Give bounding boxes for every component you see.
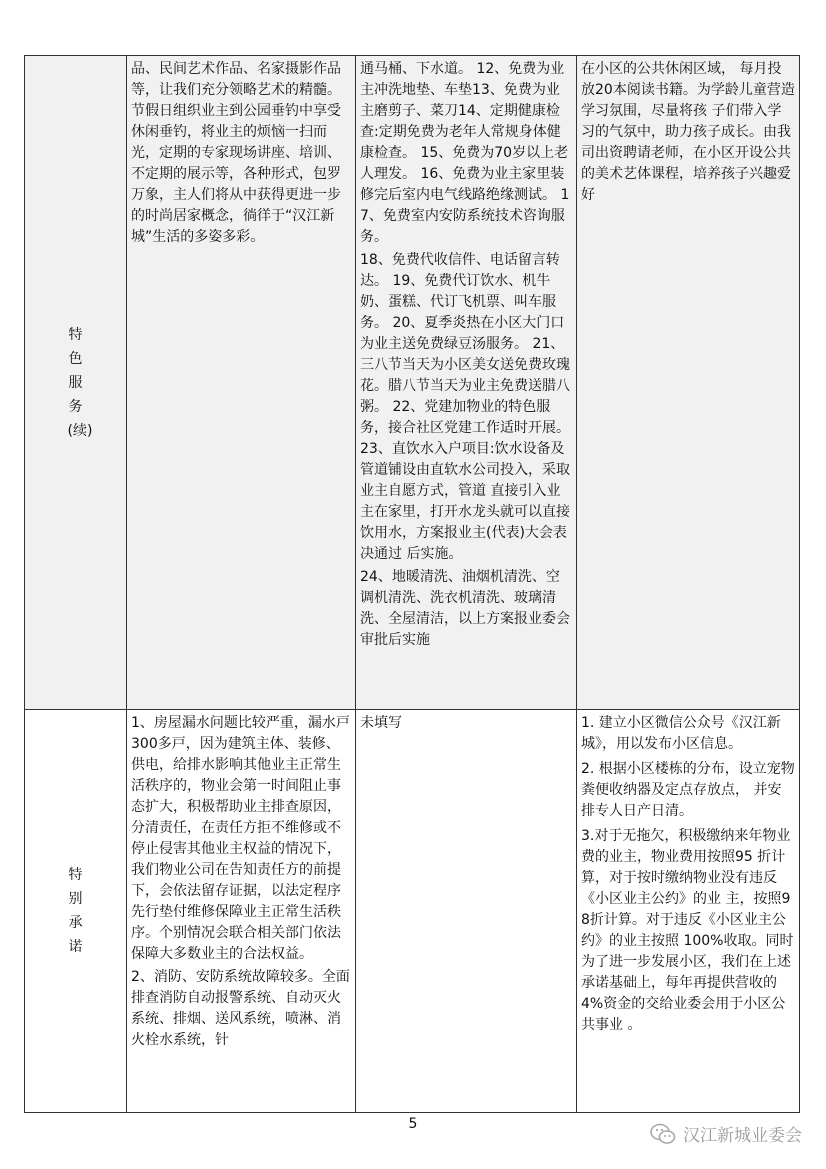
commitment-list: [581, 713, 795, 1036]
list-item: 1. 建立小区微信公众号《汉江新城》，用以发布小区信息。: [581, 715, 781, 752]
plan-cell: [127, 56, 356, 710]
plan-cell: [356, 56, 577, 710]
cell-text: 未填写: [360, 715, 402, 731]
cell-text: 在小区的公共休闲区域， 每月投放20本阅读书籍。为学龄儿童营造学习氛围，尽量将孩 子们带入学习的气氛中，助力孩子成长。由我司出资聘请老师，在小区开设公共的美术艺体课程，培养孩子兴趣爱好: [581, 61, 795, 203]
watermark-text: 汉江新城业委会: [683, 1126, 802, 1146]
row-label-cell: [25, 710, 127, 1113]
plan-cell: [127, 710, 356, 1113]
list-item: 2. 根据小区楼栋的分布，设立宠物粪便收纳器及定点存放点， 并安排专人日产日清。: [581, 761, 795, 819]
plan-cell: [356, 710, 577, 1113]
cell-text: 18、免费代收信件、电话留言转达。 19、免费代订饮水、机牛奶、蛋糕、代订飞机票、叫车服务。 20、夏季炎热在小区大门口为业主送免费绿豆汤服务。 21、三八节当天为小区美女送免费玫瑰花。腊八节当天为业主免费送腊八粥。 22、党建加物业的特色服务，接合社区党建工作适时开展。 23、直饮水入户项目:饮水设备及管道铺设由直软水公司投入，采取业主自愿方式，管道 直接引入业主在家里，打开水龙头就可以直接饮用水，方案报业主(代表)大会表决通过 后实施。: [360, 252, 570, 562]
plan-cell: [577, 56, 800, 710]
cell-text: 品、民间艺术作品、名家摄影作品等，让我们充分领略艺术的精髓。节假日组织业主到公园垂钓中享受休闲垂钓，将业主的烦恼一扫而光，定期的专家现场讲座、培训、不定期的展示等，各种形式，包罗万象，主人们将从中获得更进一步的时尚居家概念，徜徉于“汉江新城”生活的多姿多彩。: [131, 61, 341, 245]
list-item: 3.对于无拖欠，积极缴纳来年物业费的业主，物业费用按照95 折计算，对于按时缴纳物业没有违反《小区业主公约》的业 主，按照98折计算。对于违反《小区业主公约》的业主按照 100%收取。同时为了进一步发展小区，我们在上述承诺基础上，每年再提供营收的4%资金的交给业委会用于小区公共事业 。: [581, 828, 794, 1033]
cell-text: 1、房屋漏水问题比较严重，漏水戸300多戸，因为建筑主体、装修、供电，给排水影响其他业主正常生活秩序的，物业会第一时间阻止事态扩大，积极帮助业主排查原因，分清责任，在责任方拒不维修或不停止侵害其他业主权益的情况下，我们物业公司在告知责任方的前提下，会依法留存证据，以法定程序先行垫付维修保障业主正常生活秩序。个别情况会联合相关部门依法保障大多数业主的合法权益。: [131, 715, 350, 962]
cell-text: 通马桶、下水道。 12、免费为业主冲洗地垫、车垫13、免费为业主磨剪子、菜刀14、定期健康检查:定期免费为老年人常规身体健康检查。 15、免费为70岁以上老人理发。 16、免费为业主家里装修完后室内电气线路绝缘测试。 17、免费室内安防系统技术咨询服务。: [360, 61, 570, 245]
watermark: [649, 1121, 802, 1146]
cell-text: 2、消防、安防系统故障较多。全面排查消防自动报警系统、自动灭火系统、排烟、送风系统，喷淋、消火栓水系统，针: [131, 969, 350, 1048]
page-number: 5: [408, 1116, 418, 1132]
table-row: [25, 710, 800, 1113]
cell-text: 24、地暖清洗、油烟机清洗、空调机清洗、洗衣机清洗、玻璃清洗、全屋清洁，以上方案报业委会审批后实施: [360, 569, 570, 648]
plan-cell: [577, 710, 800, 1113]
wechat-icon: [649, 1122, 677, 1146]
row-label: 特色服务(续): [67, 326, 93, 439]
commitment-table: [24, 55, 800, 1113]
table-row: [25, 56, 800, 710]
row-label-cell: [25, 56, 127, 710]
row-label: 特别承诺: [68, 867, 83, 955]
